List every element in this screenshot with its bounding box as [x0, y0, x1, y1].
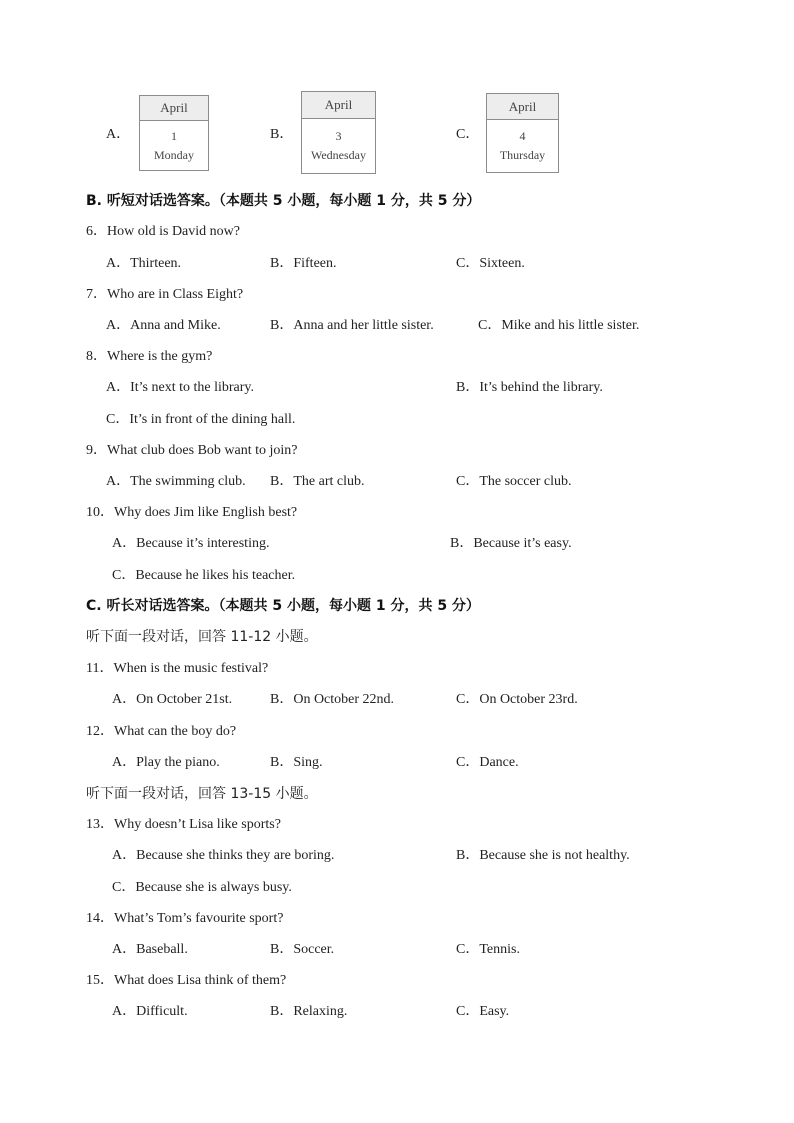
calendar-icon-april-1[interactable] — [139, 95, 209, 171]
question-9: 9．What club does Bob want to join? — [86, 443, 298, 458]
option-letter-a[interactable]: A． — [106, 127, 131, 142]
q15-option-b[interactable]: B．Relaxing. — [270, 1004, 348, 1019]
q9-option-a[interactable]: A．The swimming club. — [106, 474, 246, 489]
q15-option-a[interactable]: A．Difficult. — [112, 1004, 188, 1019]
q12-option-a[interactable]: A．Play the piano. — [112, 755, 220, 770]
calendar-month: April — [302, 92, 375, 119]
calendar-icon-april-3[interactable] — [301, 91, 376, 174]
question-8: 8．Where is the gym? — [86, 349, 213, 364]
q14-option-a[interactable]: A．Baseball. — [112, 942, 188, 957]
question-12: 12．What can the boy do? — [86, 724, 237, 739]
q15-option-c[interactable]: C．Easy. — [456, 1004, 510, 1019]
q7-option-c[interactable]: C．Mike and his little sister. — [478, 318, 640, 333]
option-letter-c[interactable]: C． — [456, 127, 480, 142]
q6-option-b[interactable]: B．Fifteen. — [270, 256, 337, 271]
section-c-intro-11-12: 听下面一段对话，回答 11-12 小题。 — [86, 629, 318, 645]
q11-option-a[interactable]: A．On October 21st. — [112, 692, 233, 707]
q14-option-b[interactable]: B．Soccer. — [270, 942, 335, 957]
q13-option-c[interactable]: C．Because she is always busy. — [112, 880, 292, 895]
calendar-month: April — [140, 96, 208, 121]
q7-option-b[interactable]: B．Anna and her little sister. — [270, 318, 434, 333]
q6-option-a[interactable]: A．Thirteen. — [106, 256, 182, 271]
q8-option-c[interactable]: C．It’s in front of the dining hall. — [106, 412, 296, 427]
question-13: 13．Why doesn’t Lisa like sports? — [86, 817, 281, 832]
q12-option-c[interactable]: C．Dance. — [456, 755, 519, 770]
question-6: 6．How old is David now? — [86, 224, 240, 239]
question-10: 10．Why does Jim like English best? — [86, 505, 298, 520]
q14-option-c[interactable]: C．Tennis. — [456, 942, 520, 957]
q10-option-a[interactable]: A．Because it’s interesting. — [112, 536, 270, 551]
question-14: 14．What’s Tom’s favourite sport? — [86, 911, 284, 926]
q6-option-c[interactable]: C．Sixteen. — [456, 256, 525, 271]
option-letter-b[interactable]: B． — [270, 127, 294, 142]
calendar-weekday: Thursday — [499, 148, 546, 162]
calendar-day: 3 — [335, 129, 342, 143]
question-15: 15．What does Lisa think of them? — [86, 973, 287, 988]
question-11: 11．When is the music festival? — [86, 661, 269, 676]
q8-option-b[interactable]: B．It’s behind the library. — [456, 380, 603, 395]
q7-option-a[interactable]: A．Anna and Mike. — [106, 318, 221, 333]
section-c-title: C. 听长对话选答案。（本题共 5 小题，每小题 1 分，共 5 分） — [86, 598, 480, 614]
calendar-weekday: Wednesday — [310, 148, 366, 162]
calendar-day: 4 — [519, 129, 526, 143]
q11-option-b[interactable]: B．On October 22nd. — [270, 692, 395, 707]
q9-option-c[interactable]: C．The soccer club. — [456, 474, 572, 489]
calendar-day: 1 — [171, 129, 177, 143]
q8-option-a[interactable]: A．It’s next to the library. — [106, 380, 255, 395]
q13-option-a[interactable]: A．Because she thinks they are boring. — [112, 848, 335, 863]
q12-option-b[interactable]: B．Sing. — [270, 755, 323, 770]
calendar-weekday: Monday — [154, 148, 194, 162]
q11-option-c[interactable]: C．On October 23rd. — [456, 692, 578, 707]
calendar-month: April — [487, 94, 558, 120]
q10-option-b[interactable]: B．Because it’s easy. — [450, 536, 572, 551]
calendar-icon-april-4[interactable] — [486, 93, 559, 173]
q9-option-b[interactable]: B．The art club. — [270, 474, 365, 489]
section-b-title: B. 听短对话选答案。（本题共 5 小题，每小题 1 分，共 5 分） — [86, 193, 481, 209]
q10-option-c[interactable]: C．Because he likes his teacher. — [112, 568, 296, 583]
section-c-intro-13-15: 听下面一段对话，回答 13-15 小题。 — [86, 786, 318, 802]
q13-option-b[interactable]: B．Because she is not healthy. — [456, 848, 630, 863]
question-7: 7．Who are in Class Eight? — [86, 287, 244, 302]
